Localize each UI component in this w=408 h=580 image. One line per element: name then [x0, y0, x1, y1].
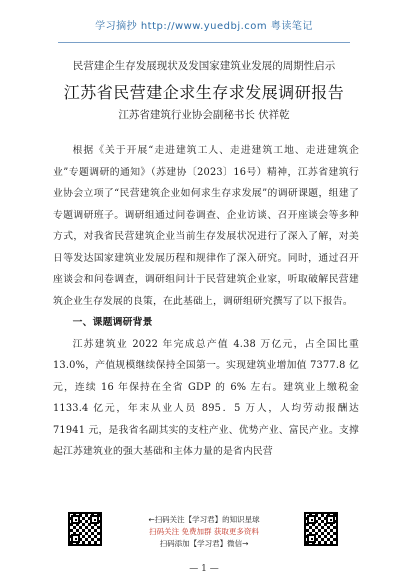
document-body — [53, 140, 359, 463]
section-paragraph: 江苏建筑业 2022 年完成总产值 4.38 万亿元，占全国比重 13.0%，产值规模继续保持全国第一。实现建筑业增加值 7377.8 亿元，连续 16 年保持在全省 GDP 的 6% 左右。建筑业上缴税金 1133.4 亿元，年末从业人员 895．5 万人，人均劳动报酬达 71941 元，是我省名副其实的支柱产业、优势产业、富民产业。支撑起江苏建筑业的强大基础和主体力量的是省内民营 — [53, 338, 359, 457]
page-footer — [0, 512, 408, 580]
header-divider — [58, 42, 350, 43]
footer-promo — [118, 514, 290, 550]
page-number: — 1 — — [189, 564, 219, 574]
qr-code-icon[interactable] — [68, 512, 102, 546]
document-title: 江苏省民营建企求生存求发展调研报告 — [63, 83, 345, 102]
footer-line-3: 扫码添加【学习君】微信→ — [159, 539, 249, 548]
section-heading: 一、课题调研背景 — [72, 317, 153, 328]
document-subtitle: 民营建企生存发展现状及发国家建筑业发展的周期性启示 — [72, 60, 336, 72]
document-author: 江苏省建筑行业协会副秘书长 伏祥乾 — [118, 109, 290, 121]
qr-code-icon[interactable] — [304, 512, 338, 546]
footer-line-1: ←扫码关注【学习君】的知识星球 — [148, 515, 260, 524]
intro-paragraph: 根据《关于开展“走进建筑工人、走进建筑工地、走进建筑企业”专题调研的通知》（苏建协〔2023〕16号）精神，江苏省建筑行业协会立项了“民营建筑企业如何求生存求发展”的调研课题，组建了专题调研班子。调研组通过问卷调查、企业访谈、召开座谈会等多种方式，对我省民营建筑企业当前生存发展状况进行了深入了解，对美日等发达国家建筑业发展历程和规律作了深入研究。同时，通过召开座谈会和问卷调查，调研组问计于民营建筑企业家，听取破解民营建筑企业生存发展的良策，在此基础上，调研组研究撰写了以下报告。 — [53, 145, 359, 307]
footer-line-2: 扫码关注 免费加群 获取更多资料 — [149, 527, 259, 536]
site-header[interactable]: 学习摘抄 http://www.yuedbj.com 粤读笔记 — [95, 21, 313, 32]
